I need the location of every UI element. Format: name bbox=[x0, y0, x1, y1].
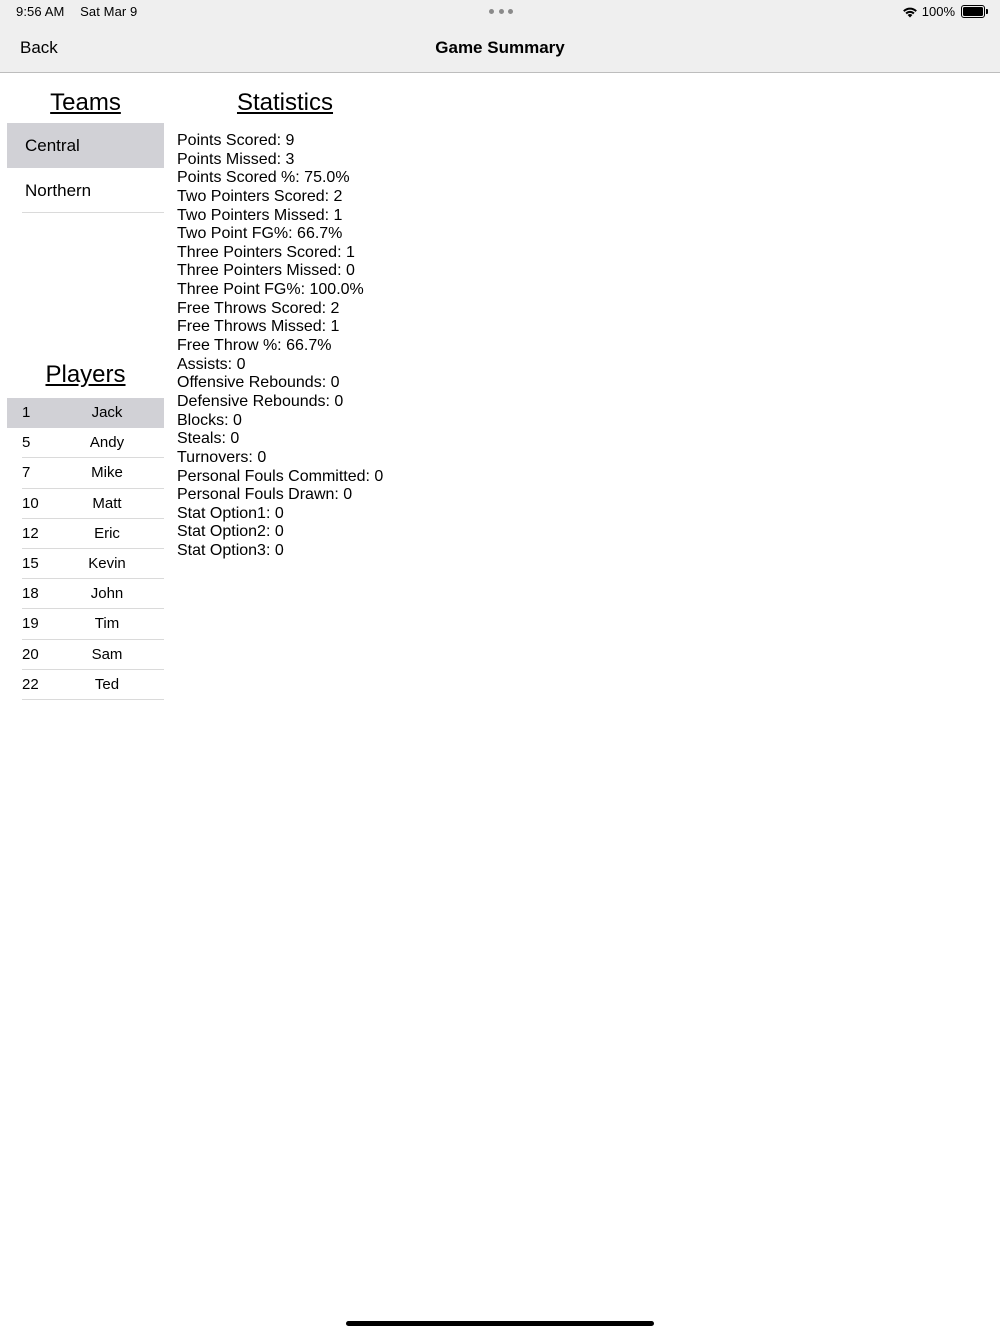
player-number: 10 bbox=[22, 494, 39, 512]
player-name: Sam bbox=[91, 645, 123, 663]
player-name: Tim bbox=[94, 615, 120, 633]
status-time: 9:56 AM bbox=[16, 4, 65, 19]
teams-list bbox=[7, 123, 164, 213]
player-number: 15 bbox=[22, 554, 39, 572]
player-row-kevin[interactable] bbox=[7, 549, 164, 579]
navigation-bar bbox=[0, 24, 1000, 73]
stat-free-throws-scored: Free Throws Scored: 2 bbox=[177, 299, 340, 317]
player-row-mike[interactable] bbox=[7, 458, 164, 488]
player-number: 5 bbox=[22, 434, 31, 452]
player-row-eric[interactable] bbox=[7, 519, 164, 549]
stat-two-point-fg-pct: Two Point FG%: 66.7% bbox=[177, 225, 343, 243]
player-name: Kevin bbox=[88, 554, 126, 572]
status-bar bbox=[0, 0, 1000, 24]
status-time-date bbox=[16, 4, 149, 19]
player-number: 12 bbox=[22, 524, 39, 542]
stat-turnovers: Turnovers: 0 bbox=[177, 448, 267, 466]
battery-percent: 100% bbox=[921, 4, 955, 19]
player-number: 18 bbox=[22, 585, 39, 603]
player-number: 7 bbox=[22, 464, 31, 482]
stat-steals: Steals: 0 bbox=[177, 430, 240, 448]
stat-free-throws-missed: Free Throws Missed: 1 bbox=[177, 318, 340, 336]
stat-personal-fouls-committed: Personal Fouls Committed: 0 bbox=[177, 467, 384, 485]
stat-offensive-rebounds: Offensive Rebounds: 0 bbox=[177, 374, 340, 392]
player-row-andy[interactable] bbox=[7, 428, 164, 458]
stat-assists: Assists: 0 bbox=[177, 355, 246, 373]
team-item-central[interactable]: Central bbox=[7, 123, 164, 168]
stat-two-pointers-missed: Two Pointers Missed: 1 bbox=[177, 206, 343, 224]
stat-points-scored-pct: Points Scored %: 75.0% bbox=[177, 169, 350, 187]
players-heading: Players bbox=[45, 361, 126, 388]
stat-points-scored: Points Scored: 9 bbox=[177, 132, 295, 149]
player-row-ted[interactable] bbox=[7, 670, 164, 700]
wifi-icon bbox=[902, 6, 918, 18]
battery-icon bbox=[961, 5, 988, 18]
team-item-northern[interactable]: Northern bbox=[7, 168, 164, 213]
player-name: Matt bbox=[92, 494, 122, 512]
player-row-jack[interactable] bbox=[7, 398, 164, 428]
stat-option2: Stat Option2: 0 bbox=[177, 523, 284, 541]
stat-points-missed: Points Missed: 3 bbox=[177, 150, 295, 168]
back-button[interactable]: Back bbox=[20, 38, 58, 57]
player-name: Ted bbox=[94, 675, 120, 693]
stat-two-pointers-scored: Two Pointers Scored: 2 bbox=[177, 187, 343, 205]
page-title: Game Summary bbox=[435, 38, 565, 57]
player-row-matt[interactable] bbox=[7, 489, 164, 519]
stat-defensive-rebounds: Defensive Rebounds: 0 bbox=[177, 392, 344, 410]
player-number: 1 bbox=[22, 404, 31, 421]
stat-free-throw-pct: Free Throw %: 66.7% bbox=[177, 337, 332, 355]
player-number: 19 bbox=[22, 615, 39, 633]
status-date: Sat Mar 9 bbox=[80, 4, 138, 19]
player-row-sam[interactable] bbox=[7, 640, 164, 670]
multitasking-dots-icon[interactable] bbox=[489, 9, 513, 15]
stat-option3: Stat Option3: 0 bbox=[177, 542, 284, 560]
stat-three-pointers-missed: Three Pointers Missed: 0 bbox=[177, 262, 355, 280]
statistics-list bbox=[177, 132, 383, 561]
stat-personal-fouls-drawn: Personal Fouls Drawn: 0 bbox=[177, 486, 353, 504]
teams-heading: Teams bbox=[50, 89, 121, 116]
home-indicator[interactable] bbox=[346, 1321, 654, 1326]
player-row-tim[interactable] bbox=[7, 609, 164, 639]
player-number: 20 bbox=[22, 645, 39, 663]
player-name: Jack bbox=[91, 404, 123, 421]
player-name: John bbox=[90, 585, 124, 603]
status-indicators bbox=[902, 4, 988, 19]
players-list bbox=[7, 398, 164, 700]
stat-three-point-fg-pct: Three Point FG%: 100.0% bbox=[177, 281, 364, 299]
stat-option1: Stat Option1: 0 bbox=[177, 504, 284, 522]
player-name: Andy bbox=[89, 434, 125, 452]
player-row-john[interactable] bbox=[7, 579, 164, 609]
stat-three-pointers-scored: Three Pointers Scored: 1 bbox=[177, 243, 355, 261]
player-name: Eric bbox=[94, 524, 120, 542]
stat-blocks: Blocks: 0 bbox=[177, 411, 242, 429]
player-number: 22 bbox=[22, 675, 39, 693]
player-name: Mike bbox=[91, 464, 123, 482]
statistics-heading: Statistics bbox=[236, 89, 334, 116]
